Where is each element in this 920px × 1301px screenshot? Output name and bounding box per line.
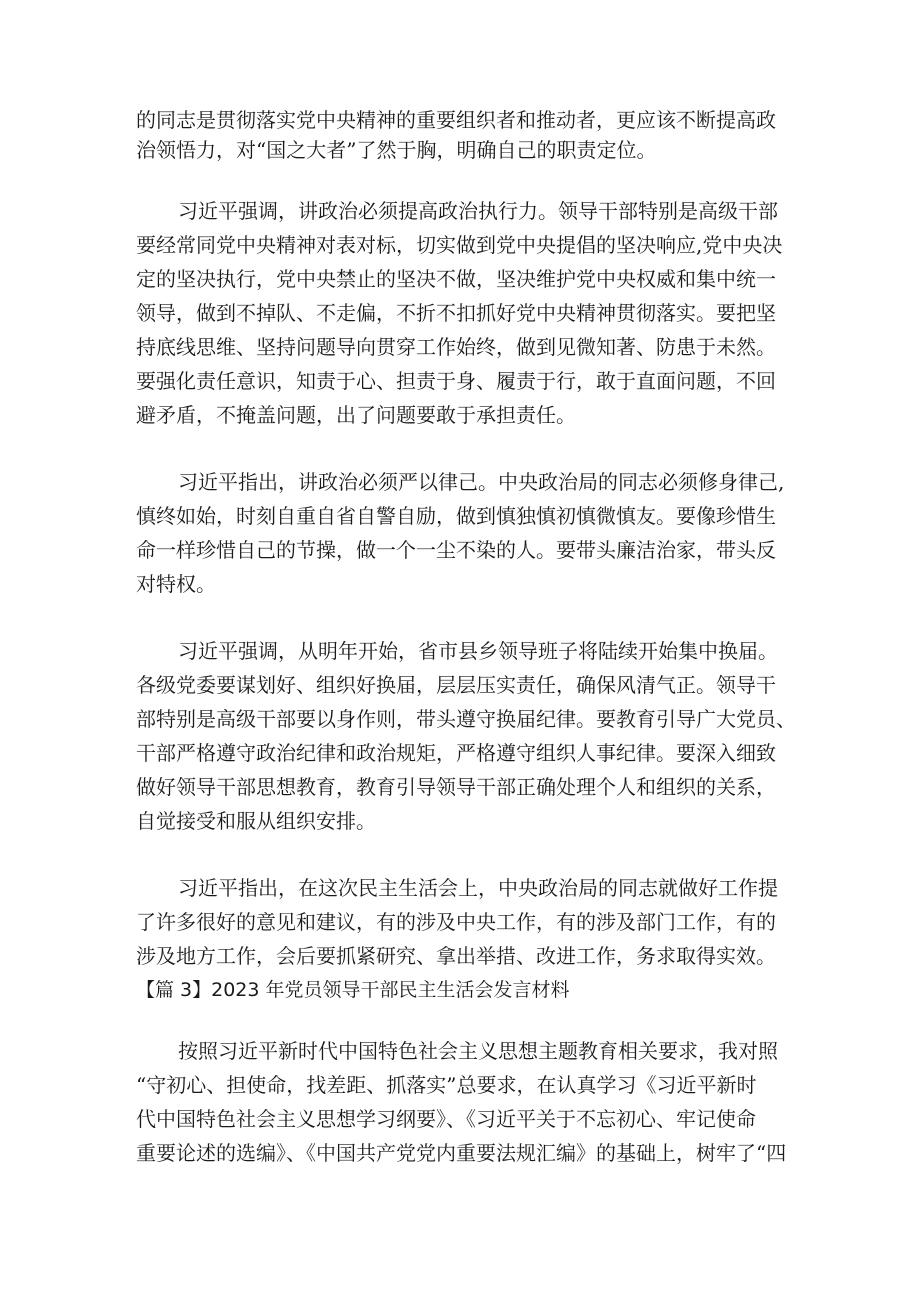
- paragraph-2-line-1: 习近平强调，讲政治必须提高政治执行力。领导干部特别是高级干部: [178, 199, 778, 223]
- paragraph-2-line-5: 持底线思维、坚持问题导向贯穿工作始终，做到见微知著、防患于未然。: [136, 335, 776, 359]
- paragraph-2-line-7: 避矛盾，不掩盖问题，出了问题要敢于承担责任。: [136, 403, 576, 427]
- paragraph-3-line-3: 命一样珍惜自己的节操，做一个一尘不染的人。要带头廉洁治家，带头反: [136, 538, 776, 562]
- paragraph-2-line-2: 要经常同党中央精神对表对标，切实做到党中央提倡的坚决响应,党中央决: [136, 233, 783, 257]
- paragraph-4-line-1: 习近平强调，从明年开始，省市县乡领导班子将陆续开始集中换届。: [178, 639, 778, 663]
- final-paragraph-line-4: 重要论述的选编》、《中国共产党党内重要法规汇编》的基础上，树牢了“四: [136, 1141, 787, 1165]
- paragraph-3-line-1: 习近平指出，讲政治必须严以律己。中央政治局的同志必须修身律己,: [178, 470, 785, 494]
- paragraph-3-line-2: 慎终如始，时刻自重自省自警自励，做到慎独慎初慎微慎友。要像珍惜生: [136, 504, 776, 528]
- paragraph-4-line-6: 自觉接受和服从组织安排。: [136, 809, 376, 833]
- paragraph-4-line-4: 干部严格遵守政治纪律和政治规矩，严格遵守组织人事纪律。要深入细致: [136, 741, 776, 765]
- final-paragraph-line-1: 按照习近平新时代中国特色社会主义思想主题教育相关要求，我对照: [178, 1039, 778, 1063]
- final-paragraph-line-2: “守初心、担使命，找差距、抓落实”总要求，在认真学习《习近平新时: [136, 1073, 757, 1097]
- section-heading: 【篇 3】2023 年党员领导干部民主生活会发言材料: [136, 979, 570, 1001]
- paragraph-1-line-1: 的同志是贯彻落实党中央精神的重要组织者和推动者，更应该不断提高政: [136, 108, 776, 132]
- paragraph-4-line-2: 各级党委要谋划好、组织好换届，层层压实责任，确保风清气正。领导干: [136, 673, 776, 697]
- paragraph-2-line-4: 领导，做到不掉队、不走偏，不折不扣抓好党中央精神贯彻落实。要把坚: [136, 301, 776, 325]
- paragraph-5-line-3: 涉及地方工作，会后要抓紧研究、拿出举措、改进工作，务求取得实效。: [136, 944, 776, 968]
- paragraph-3-line-4: 对特权。: [136, 572, 216, 596]
- final-paragraph-line-3: 代中国特色社会主义思想学习纲要》、《习近平关于不忘初心、牢记使命: [136, 1107, 756, 1131]
- paragraph-1-line-2: 治领悟力，对“国之大者”了然于胸，明确自己的职责定位。: [136, 138, 657, 162]
- paragraph-4-line-5: 做好领导干部思想教育，教育引导领导干部正确处理个人和组织的关系，: [136, 775, 776, 799]
- paragraph-2-line-3: 定的坚决执行，党中央禁止的坚决不做，坚决维护党中央权威和集中统一: [136, 267, 776, 291]
- paragraph-4-line-3: 部特别是高级干部要以身作则，带头遵守换届纪律。要教育引导广大党员、: [136, 707, 796, 731]
- paragraph-5-line-1: 习近平指出，在这次民主生活会上，中央政治局的同志就做好工作提: [178, 876, 778, 900]
- paragraph-5-line-2: 了许多很好的意见和建议，有的涉及中央工作，有的涉及部门工作，有的: [136, 910, 776, 934]
- paragraph-2-line-6: 要强化责任意识，知责于心、担责于身、履责于行，敢于直面问题，不回: [136, 369, 776, 393]
